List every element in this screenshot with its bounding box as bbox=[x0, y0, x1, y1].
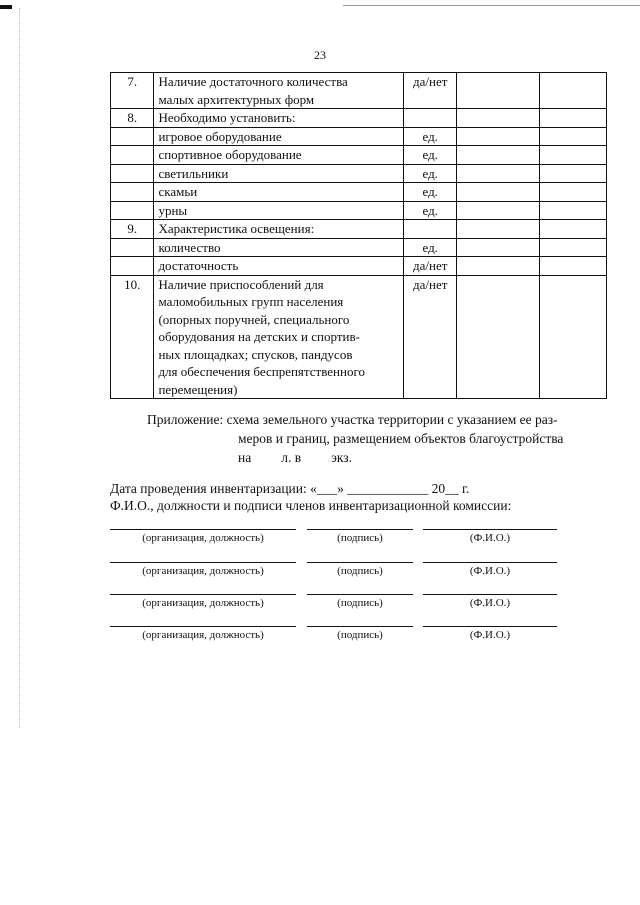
signature-row bbox=[110, 529, 557, 549]
indicator-line: (опорных поручней, специального bbox=[158, 311, 350, 327]
row-number bbox=[111, 127, 154, 146]
row-value-cell bbox=[457, 220, 540, 239]
table-row bbox=[111, 220, 607, 239]
row-unit bbox=[403, 220, 457, 239]
indicator-line: Наличие приспособлений для bbox=[158, 276, 324, 292]
signature-org-label: (организация, должность) bbox=[110, 529, 296, 544]
table-row bbox=[111, 238, 607, 257]
appendix-line-1: Приложение: схема земельного участка территории с указанием ее раз- bbox=[147, 412, 558, 427]
row-value-cell bbox=[457, 109, 540, 128]
row-unit: ед. bbox=[403, 238, 457, 257]
signature-sign-label: (подпись) bbox=[307, 594, 413, 609]
signature-sign-label: (подпись) bbox=[307, 529, 413, 544]
signature-sign-label: (подпись) bbox=[307, 626, 413, 641]
row-value-cell bbox=[457, 127, 540, 146]
row-indicator bbox=[154, 238, 404, 257]
appendix-line-2: меров и границ, размещением объектов благоустройства bbox=[238, 431, 564, 446]
row-number bbox=[111, 238, 154, 257]
table-row bbox=[111, 73, 607, 109]
appendix-sheets-prefix: на bbox=[238, 450, 252, 465]
row-number bbox=[111, 164, 154, 183]
row-number: 10. bbox=[111, 275, 154, 399]
signature-row bbox=[110, 626, 557, 646]
signature-row bbox=[110, 594, 557, 614]
row-indicator bbox=[154, 275, 404, 399]
table-row bbox=[111, 257, 607, 276]
row-unit: да/нет bbox=[403, 257, 457, 276]
table-row bbox=[111, 109, 607, 128]
table-row bbox=[111, 164, 607, 183]
row-value-cell bbox=[457, 146, 540, 165]
inventory-table bbox=[110, 72, 607, 399]
row-value-cell bbox=[457, 257, 540, 276]
page-number: 23 bbox=[314, 48, 326, 62]
signatures-heading: Ф.И.О., должности и подписи членов инвентаризационной комиссии: bbox=[110, 498, 512, 513]
row-note-cell bbox=[540, 183, 607, 202]
indicator-line: Характеристика освещения: bbox=[158, 221, 315, 236]
row-note-cell bbox=[540, 275, 607, 399]
row-number bbox=[111, 183, 154, 202]
signature-sign-label: (подпись) bbox=[307, 562, 413, 577]
indicator-line: ных площадках; спусков, пандусов bbox=[158, 346, 353, 362]
binding-dots bbox=[19, 8, 20, 728]
indicator-line: малых архитектурных форм bbox=[158, 91, 315, 107]
signature-org-label: (организация, должность) bbox=[110, 562, 296, 577]
indicator-line: урны bbox=[158, 202, 188, 218]
indicator-line: Необходимо установить: bbox=[158, 110, 296, 125]
indicator-line: маломобильных групп населения bbox=[158, 294, 344, 309]
row-number bbox=[111, 257, 154, 276]
signature-fio-label: (Ф.И.О.) bbox=[423, 626, 557, 641]
row-unit: ед. bbox=[403, 127, 457, 146]
row-note-cell bbox=[540, 238, 607, 257]
signature-org-label: (организация, должность) bbox=[110, 594, 296, 609]
scan-mark bbox=[0, 5, 12, 9]
signature-fio-label: (Ф.И.О.) bbox=[423, 594, 557, 609]
table-row bbox=[111, 183, 607, 202]
row-indicator bbox=[154, 73, 404, 109]
row-indicator bbox=[154, 127, 404, 146]
row-indicator bbox=[154, 146, 404, 165]
row-note-cell bbox=[540, 109, 607, 128]
row-unit: да/нет bbox=[403, 275, 457, 399]
row-value-cell bbox=[457, 73, 540, 109]
row-note-cell bbox=[540, 220, 607, 239]
row-unit bbox=[403, 109, 457, 128]
indicator-line: светильники bbox=[158, 165, 229, 181]
row-unit: ед. bbox=[403, 164, 457, 183]
indicator-line: игровое оборудование bbox=[158, 128, 282, 144]
table-row bbox=[111, 201, 607, 220]
row-indicator bbox=[154, 201, 404, 220]
appendix-note bbox=[147, 410, 607, 467]
appendix-line-3 bbox=[147, 448, 607, 467]
row-unit: ед. bbox=[403, 146, 457, 165]
inventory-date-line: Дата проведения инвентаризации: «___» ____________ 20__ г. bbox=[110, 481, 470, 496]
signature-org-label: (организация, должность) bbox=[110, 626, 296, 641]
row-number bbox=[111, 201, 154, 220]
indicator-line: скамьи bbox=[158, 184, 198, 199]
row-note-cell bbox=[540, 257, 607, 276]
row-number: 8. bbox=[111, 109, 154, 128]
row-unit: да/нет bbox=[403, 73, 457, 109]
indicator-line: спортивное оборудование bbox=[158, 147, 302, 162]
appendix-copies-prefix: л. в bbox=[281, 450, 302, 465]
indicator-line: Наличие достаточного количества bbox=[158, 74, 348, 89]
row-number: 9. bbox=[111, 220, 154, 239]
indicator-line: количество bbox=[158, 239, 221, 255]
table-row bbox=[111, 146, 607, 165]
indicator-line: оборудования на детских и спортив- bbox=[158, 329, 360, 344]
row-indicator bbox=[154, 109, 404, 128]
row-note-cell bbox=[540, 73, 607, 109]
row-unit: ед. bbox=[403, 183, 457, 202]
top-rule bbox=[343, 5, 640, 6]
row-value-cell bbox=[457, 275, 540, 399]
row-number: 7. bbox=[111, 73, 154, 109]
row-indicator bbox=[154, 220, 404, 239]
row-note-cell bbox=[540, 164, 607, 183]
indicator-line: перемещения) bbox=[158, 381, 238, 397]
row-indicator bbox=[154, 257, 404, 276]
appendix-copies-suffix: экз. bbox=[331, 450, 352, 465]
signature-fio-label: (Ф.И.О.) bbox=[423, 562, 557, 577]
indicator-line: достаточность bbox=[158, 258, 239, 273]
signature-fio-label: (Ф.И.О.) bbox=[423, 529, 557, 544]
table-row bbox=[111, 127, 607, 146]
row-note-cell bbox=[540, 201, 607, 220]
row-indicator bbox=[154, 183, 404, 202]
row-value-cell bbox=[457, 238, 540, 257]
inventory-table-body bbox=[111, 73, 607, 399]
signature-row bbox=[110, 562, 557, 582]
row-value-cell bbox=[457, 164, 540, 183]
indicator-line: для обеспечения беспрепятственного bbox=[158, 364, 365, 379]
row-number bbox=[111, 146, 154, 165]
row-indicator bbox=[154, 164, 404, 183]
row-value-cell bbox=[457, 183, 540, 202]
table-row bbox=[111, 275, 607, 399]
row-note-cell bbox=[540, 146, 607, 165]
row-note-cell bbox=[540, 127, 607, 146]
row-unit: ед. bbox=[403, 201, 457, 220]
row-value-cell bbox=[457, 201, 540, 220]
